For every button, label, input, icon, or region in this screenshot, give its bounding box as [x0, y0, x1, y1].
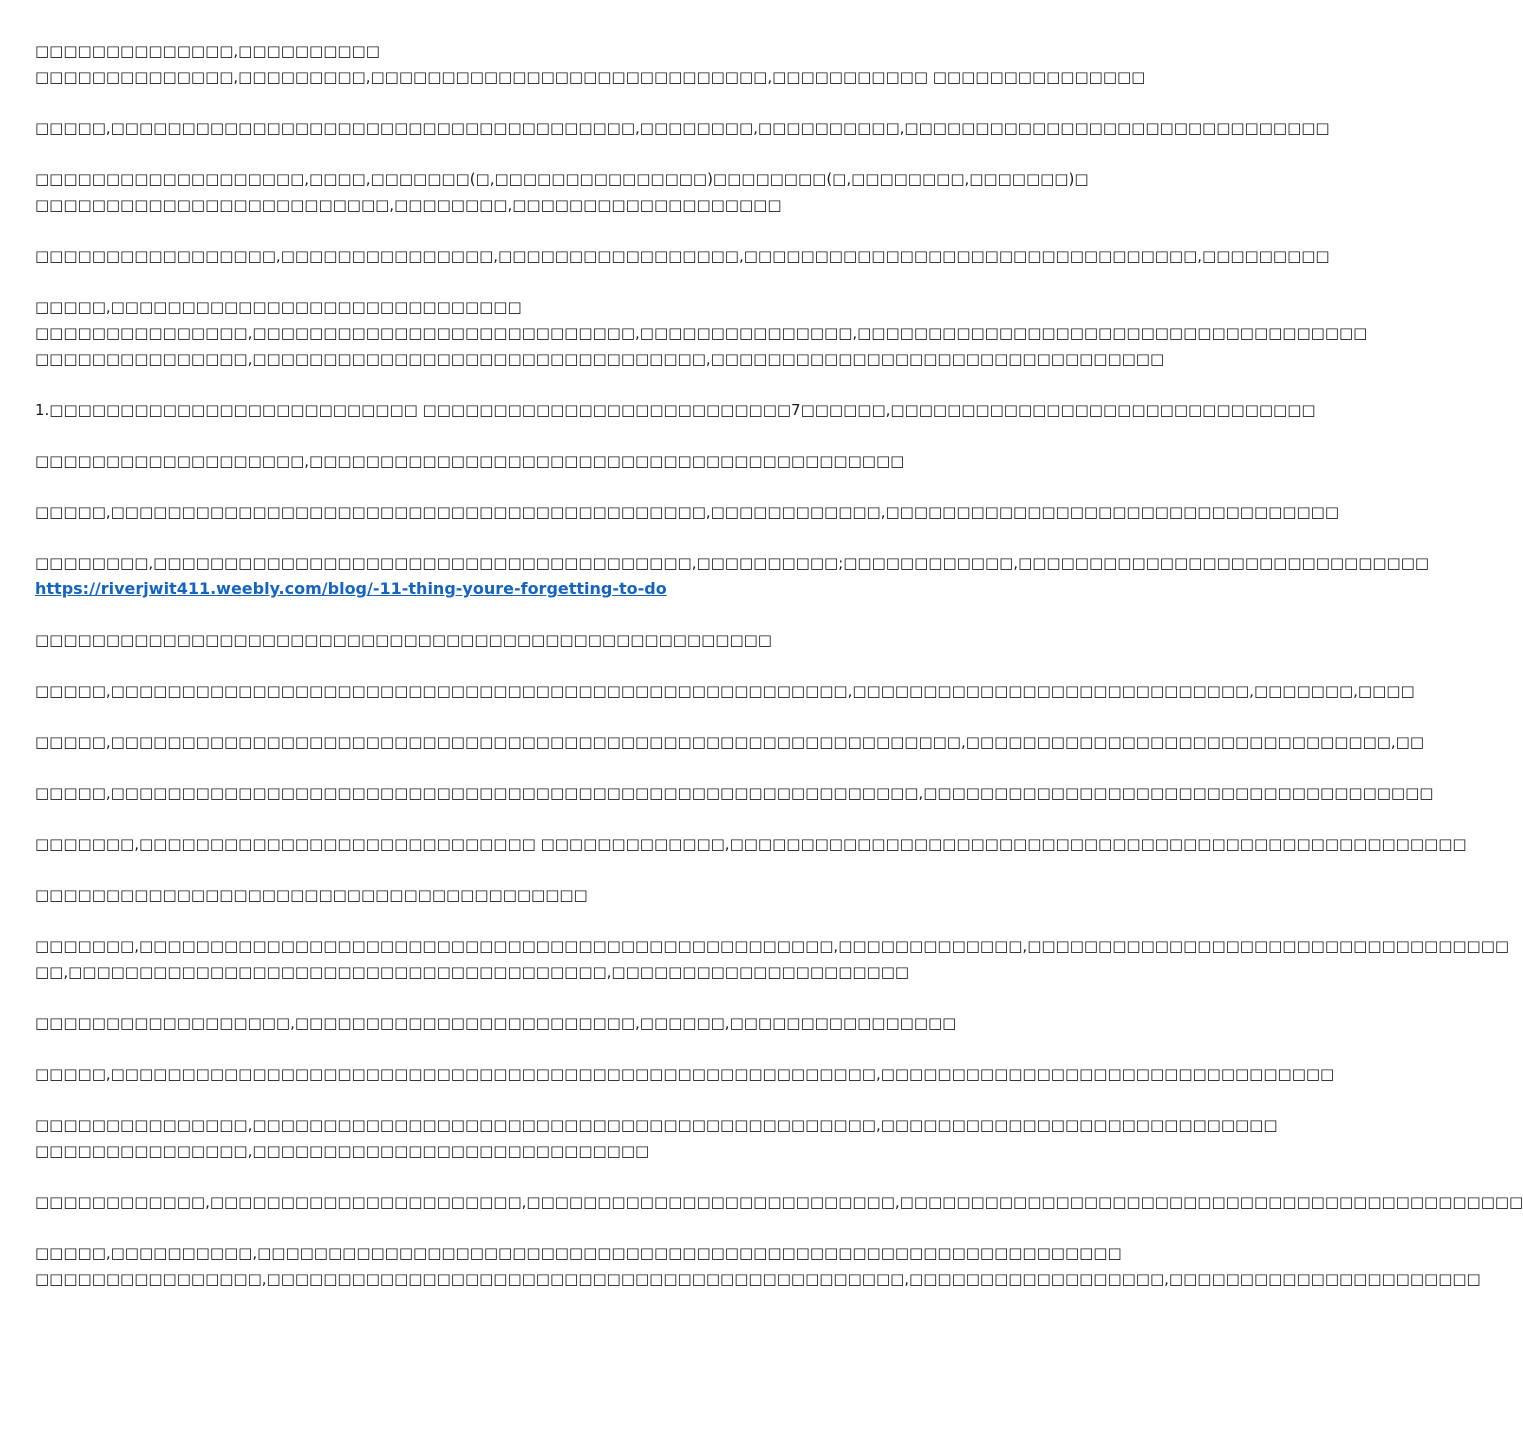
paragraph [35, 729, 1425, 755]
text-line: □□□□□□□□□□□□□□□□,□□□□□□□□□□□□□□□□□□□□□□□□□□□□□□□□□□□□□□□□□□□□□,□□□□□□□□□□□□□□□□□□,□□□□□□□□□□□□□□□□□□□□□□ [35, 1270, 1481, 1288]
text-line: □□□□□□□□□□□□□□□□□□□□□□□□□□□□□□□□□□□□□□□□□□□□□□□□□□□□ [35, 631, 772, 649]
text-line: □□□□□,□□□□□□□□□□□□□□□□□□□□□□□□□□□□□□□□□□□□□□□□□□,□□□□□□□□□□□□,□□□□□□□□□□□□□□□□□□□□□□□□□□□□□□□□ [35, 503, 1339, 521]
document-body [35, 38, 1523, 1317]
text-line: □□□□□,□□□□□□□□□□□□□□□□□□□□□□□□□□□□□□□□□□□□□□□□□□□□□□□□□□□□□□□□□□□□,□□□□□□□□□□□□□□□□□□□□□□□□□□□□□□,□□ [35, 733, 1425, 751]
paragraph [35, 1112, 1278, 1164]
text-line: □□□□□□□□□□□□□□,□□□□□□□□□,□□□□□□□□□□□□□□□□□□□□□□□□□□□□,□□□□□□□□□□□ □□□□□□□□□□□□□□□ [35, 68, 1146, 86]
text-line: □□□□□□□□□□□□□□□□□□□,□□□□□□□□□□□□□□□□□□□□□□□□□□□□□□□□□□□□□□□□□□ [35, 452, 905, 470]
paragraph [35, 397, 1316, 423]
paragraph [35, 1010, 990, 1036]
text-line: □□□□□,□□□□□□□□□□□□□□□□□□□□□□□□□□□□□ [35, 298, 522, 316]
text-line: □□□□□□□,□□□□□□□□□□□□□□□□□□□□□□□□□□□□□□□□□□□□□□□□□□□□□□□□□,□□□□□□□□□□□□□,□□□□□□□□□□□□□□□□□□□□□□□□□□□□□□□□□□ [35, 937, 1510, 955]
paragraph [35, 243, 1330, 269]
paragraph [35, 933, 1510, 985]
paragraph [35, 1240, 1481, 1292]
text-line: □□□□□□□□□□□□□□□,□□□□□□□□□□□□□□□□□□□□□□□□□□□□□□□□,□□□□□□□□□□□□□□□□□□□□□□□□□□□□□□□□ [35, 350, 1165, 368]
paragraph [35, 294, 1368, 372]
text-line: □□□□□□□□□□□□□□□□□□□□□□□□□□□□□□□□□□□□□□□ [35, 886, 588, 904]
paragraph [35, 678, 1415, 704]
text-line: □□□□□□□□□□□□□□□,□□□□□□□□□□□□□□□□□□□□□□□□□□□,□□□□□□□□□□□□□□□,□□□□□□□□□□□□□□□□□□□□□□□□□□□□□□□□□□□□ [35, 324, 1368, 342]
text-line: □□□□□,□□□□□□□□□□□□□□□□□□□□□□□□□□□□□□□□□□□□□,□□□□□□□□,□□□□□□□□□□,□□□□□□□□□□□□□□□□□□□□□□□□□□□□□□ [35, 119, 1330, 137]
text-line: □□,□□□□□□□□□□□□□□□□□□□□□□□□□□□□□□□□□□□□□□,□□□□□□□□□□□□□□□□□□□□□ [35, 963, 910, 981]
paragraph [35, 115, 1330, 141]
text-line: □□□□□□□□□□□□□□□,□□□□□□□□□□□□□□□□□□□□□□□□□□□□□□□□□□□□□□□□□□□□,□□□□□□□□□□□□□□□□□□□□□□□□□□□□ [35, 1116, 1278, 1134]
paragraph [35, 166, 1089, 218]
text-line: 1.□□□□□□□□□□□□□□□□□□□□□□□□□□ □□□□□□□□□□□□□□□□□□□□□□□□□□7□□□□□□,□□□□□□□□□□□□□□□□□□□□□□□□□□□□□□ [35, 401, 1316, 419]
text-line: □□□□□□□□□□□□□□□□□□□,□□□□,□□□□□□□(□,□□□□□□□□□□□□□□□)□□□□□□□□(□,□□□□□□□□,□□□□□□□)□ [35, 170, 1089, 188]
text-line: □□□□□,□□□□□□□□□□,□□□□□□□□□□□□□□□□□□□□□□□□□□□□□□□□□□□□□□□□□□□□□□□□□□□□□□□□□□□□□ [35, 1244, 1122, 1262]
text-line: □□□□□,□□□□□□□□□□□□□□□□□□□□□□□□□□□□□□□□□□□□□□□□□□□□□□□□□□□□,□□□□□□□□□□□□□□□□□□□□□□□□□□□□,□□□□□□□,□□□□ [35, 682, 1415, 700]
paragraph [35, 499, 1339, 525]
text-line: □□□□□□□□□□□□□□□□□□,□□□□□□□□□□□□□□□□□□□□□□□□,□□□□□□,□□□□□□□□□□□□□□□□ [35, 1014, 957, 1032]
text-line: □□□□□,□□□□□□□□□□□□□□□□□□□□□□□□□□□□□□□□□□□□□□□□□□□□□□□□□□□□□□□□□,□□□□□□□□□□□□□□□□□□□□□□□□□□□□□□□□□□□□ [35, 784, 1434, 802]
paragraph [35, 448, 990, 474]
paragraph [35, 627, 990, 653]
text-line: □□□□□□□□,□□□□□□□□□□□□□□□□□□□□□□□□□□□□□□□□□□□□□□,□□□□□□□□□□;□□□□□□□□□□□□,□□□□□□□□□□□□□□□□□□□□□□□□□□□□□ [35, 554, 1430, 572]
text-line: □□□□□□□□□□□□□□,□□□□□□□□□□ [35, 42, 380, 60]
text-line: □□□□□,□□□□□□□□□□□□□□□□□□□□□□□□□□□□□□□□□□□□□□□□□□□□□□□□□□□□□□,□□□□□□□□□□□□□□□□□□□□□□□□□□□□□□□□ [35, 1065, 1335, 1083]
text-line: □□□□□□□□□□□□□□□,□□□□□□□□□□□□□□□□□□□□□□□□□□□□ [35, 1142, 650, 1160]
paragraph [35, 1061, 1335, 1087]
text-line: □□□□□□□□□□□□,□□□□□□□□□□□□□□□□□□□□□□,□□□□□□□□□□□□□□□□□□□□□□□□□□,□□□□□□□□□□□□□□□□□□□□□□□□□□□□□□□□□□□□□□□□□□□□ [35, 1193, 1523, 1211]
paragraph [35, 1189, 1523, 1215]
paragraph [35, 882, 990, 908]
blog-link[interactable]: https://riverjwit411.weebly.com/blog/-11-thing-youre-forgetting-to-do [35, 579, 667, 598]
paragraph [35, 780, 1434, 806]
paragraph [35, 550, 1430, 602]
paragraph [35, 38, 1146, 90]
text-line: □□□□□□□,□□□□□□□□□□□□□□□□□□□□□□□□□□□□ □□□□□□□□□□□□□,□□□□□□□□□□□□□□□□□□□□□□□□□□□□□□□□□□□□□□□□□□□□□□□□□□□□ [35, 835, 1467, 853]
text-line: □□□□□□□□□□□□□□□□□,□□□□□□□□□□□□□□□,□□□□□□□□□□□□□□□□□,□□□□□□□□□□□□□□□□□□□□□□□□□□□□□□□□,□□□□□□□□□ [35, 247, 1330, 265]
text-line: □□□□□□□□□□□□□□□□□□□□□□□□□,□□□□□□□□,□□□□□□□□□□□□□□□□□□□ [35, 196, 782, 214]
paragraph [35, 831, 1467, 857]
